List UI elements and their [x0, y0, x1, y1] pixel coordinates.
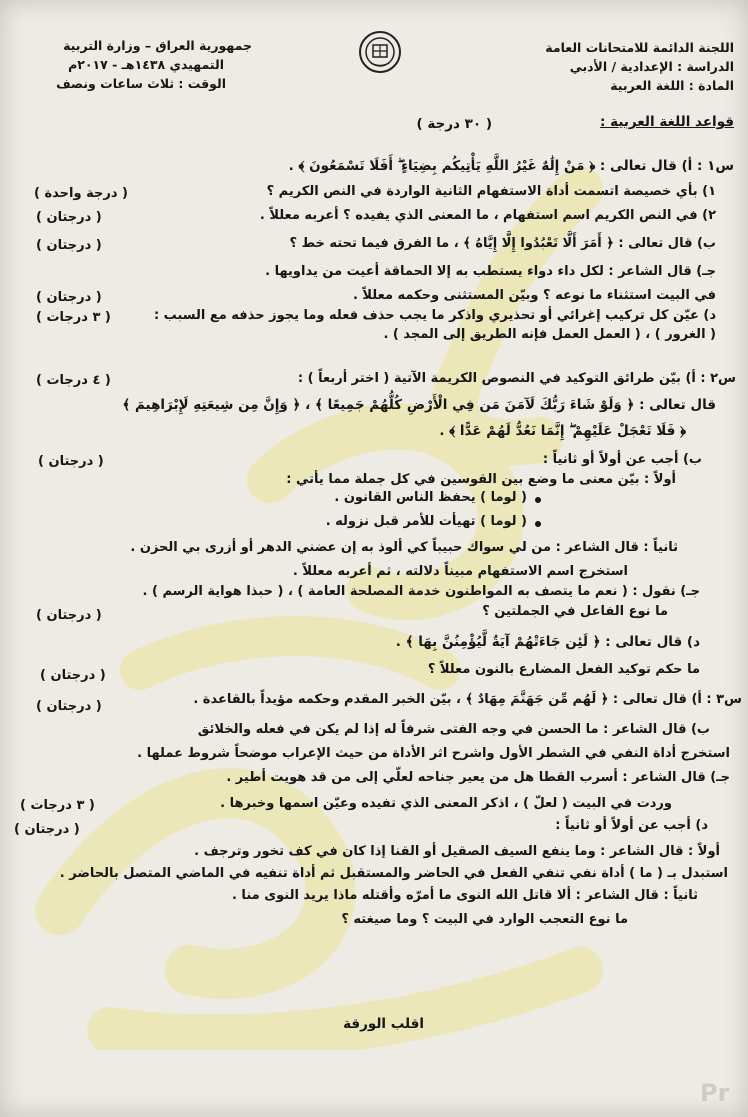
- q3-d-first-question: استبدل بـ ( ما ) أداة نفي تنفي الفعل في الحاضر والمستقبل ثم أداة تنفيه في الماضي المتصل بالحاضر .: [59, 866, 728, 881]
- header-right-2: الدراسة : الإعدادية / الأدبي: [569, 59, 734, 74]
- q2-b-item-2: ( لوما ) تهيأت للأمر قبل نزوله .: [325, 514, 527, 529]
- q1-a-2-mark: ( درجتان ): [36, 210, 102, 225]
- q1-a-2: ٢) في النص الكريم اسم استفهام ، ما المعنى الذي يفيده ؟ أعربه معللاً .: [259, 208, 716, 223]
- q1-a-1: ١) بأي خصيصة اتسمت أداة الاستفهام الثانية الواردة في النص الكريم ؟: [266, 184, 716, 199]
- q2-c: جـ) نقول : ( نعم ما يتصف به المواطنون خدمة المصلحة العامة ) ، ( حبذا هواية الرسم ) .: [142, 584, 700, 599]
- q2-b-first: أولاً : بيّن معنى ما وضع بين القوسين في كل جملة مما يأتي :: [286, 472, 676, 487]
- q3-c-mark: ( ٣ درجات ): [20, 798, 95, 813]
- q1-c-mark: ( درجتان ): [36, 290, 102, 305]
- q3-d: د) أجب عن أولاً أو ثانياً :: [555, 818, 708, 833]
- q3-c-question: وردت في البيت ( لعلّ ) ، اذكر المعنى الذي تفيده وعيّن اسمها وخبرها .: [220, 796, 672, 811]
- q1-d-items: ( الغرور ) ، ( العمل العمل فإنه الطريق إلى المجد ) .: [383, 327, 716, 342]
- q2-a-verses-1: قال تعالى : ﴿ وَلَوْ شَاءَ رَبُّكَ لَآمَنَ مَن فِي الْأَرْضِ كُلُّهُمْ جَمِيعًا ﴾ ، ﴿ وَإِنَّ مِن شِيعَتِهِ لَإِبْرَاهِيمَ ﴾: [122, 397, 716, 413]
- q2-b-mark: ( درجتان ): [38, 454, 104, 469]
- q3-d-first-verse: أولاً : قال الشاعر : وما ينفع السيف الصقيل أو القنا إذا كان في كف تخور وترجف .: [194, 844, 720, 859]
- q3-d-second-verse: ثانياً : قال الشاعر : ألا قاتل الله النوى ما أمرّه وأقتله ماذا يريد النوى منا .: [231, 888, 698, 903]
- list-bullet: [535, 497, 541, 503]
- q1-b: ب) قال تعالى : ﴿ أَمَرَ أَلَّا تَعْبُدُوا إِلَّا إِيَّاهُ ﴾ ، ما الفرق فيما تحته خط ؟: [289, 236, 716, 251]
- q1-b-mark: ( درجتان ): [36, 238, 102, 253]
- header-right-3: المادة : اللغة العربية: [610, 78, 734, 93]
- q2-c-mark: ( درجتان ): [36, 608, 102, 623]
- exam-seal-emblem: [358, 30, 402, 74]
- q2-a-mark: ( ٤ درجات ): [36, 373, 111, 388]
- q1-d-mark: ( ٣ درجات ): [36, 310, 111, 325]
- q2-d-question: ما حكم توكيد الفعل المضارع بالنون معللاً ؟: [427, 662, 700, 677]
- list-bullet: [535, 521, 541, 527]
- q2-a-verses-2: ﴿ فَلَا تَعْجَلْ عَلَيْهِمْ ۖ إِنَّمَا نَعُدُّ لَهُمْ عَدًّا ﴾ .: [439, 423, 686, 439]
- q2-d: د) قال تعالى : ﴿ لَئِن جَاءَتْهُمْ آيَةٌ لَّيُؤْمِنُنَّ بِهَا ﴾ .: [395, 634, 700, 650]
- q2-d-mark: ( درجتان ): [40, 668, 106, 683]
- q3-a: س٣ : أ) قال تعالى : ﴿ لَهُم مِّن جَهَنَّمَ مِهَادٌ ﴾ ، بيّن الخبر المقدم وحكمه مؤيداً بالقاعدة .: [193, 692, 742, 707]
- section-title: قواعد اللغة العربية :: [600, 114, 734, 130]
- q2-b-second: ثانياً : قال الشاعر : من لي سواك حبيباً كي ألوذ به إن عضني الدهر أو أزرى بي الحزن .: [130, 540, 678, 555]
- header-left-2: التمهيدي ١٤٣٨هـ - ٢٠١٧م: [68, 57, 224, 72]
- q3-c-verse: جـ) قال الشاعر : أسرب القطا هل من يعير جناحه لعلّي إلى من قد هويت أطير .: [226, 770, 730, 785]
- header-left-1: جمهورية العراق – وزارة التربية: [63, 38, 252, 53]
- q1-a-1-mark: ( درجة واحدة ): [34, 186, 128, 201]
- turn-page-note: اقلب الورقة: [343, 1016, 424, 1032]
- q3-b-question: استخرج أداة النفي في الشطر الأول واشرح اثر الأداة من حيث الإعراب موضحاً شروط عملها .: [137, 746, 730, 761]
- q3-b-verse: ب) قال الشاعر : ما الحسن في وجه الفتى شرفاً له إذا لم يكن في فعله والخلائق: [197, 722, 710, 737]
- header-left-3: الوقت : ثلاث ساعات ونصف: [56, 76, 226, 91]
- q1-d: د) عيّن كل تركيب إغرائي أو تحذيري واذكر ما يجب حذف فعله وما يجوز حذفه مع السبب :: [153, 308, 716, 323]
- q1-c-question: في البيت استثناء ما نوعه ؟ وبيّن المستثنى وحكمه معللاً .: [352, 288, 716, 303]
- q3-d-mark: ( درجتان ): [14, 822, 80, 837]
- q2-b-item-1: ( لوما ) يحفظ الناس القانون .: [334, 490, 527, 505]
- camera-scanner-logo: Pr: [700, 1079, 730, 1107]
- section-marks: ( ٣٠ درجة ): [416, 116, 492, 132]
- header-right-1: اللجنة الدائمة للامتحانات العامة: [545, 40, 734, 55]
- q1-a-verse: س١ : أ) قال تعالى : ﴿ مَنْ إِلَٰهٌ غَيْرُ اللَّهِ يَأْتِيكُم بِضِيَاءٍ ۖ أَفَلَا تَسْمَعُونَ ﴾ .: [288, 158, 734, 174]
- q1-c-verse: جـ) قال الشاعر : لكل داء دواء يستطب به إلا الحماقة أعيت من يداويها .: [265, 264, 716, 279]
- q2-c-question: ما نوع الفاعل في الجملتين ؟: [482, 604, 668, 619]
- q3-a-mark: ( درجتان ): [36, 699, 102, 714]
- q2-a: س٢ : أ) بيّن طرائق التوكيد في النصوص الكريمة الآتية ( اختر أربعاً ) :: [297, 371, 736, 386]
- q2-b-second-q: استخرج اسم الاستفهام مبيناً دلالته ، ثم أعربه معللاً .: [292, 564, 628, 579]
- q3-d-second-question: ما نوع التعجب الوارد في البيت ؟ وما صيغته ؟: [341, 912, 628, 927]
- q2-b: ب) أجب عن أولاً أو ثانياً :: [542, 452, 702, 467]
